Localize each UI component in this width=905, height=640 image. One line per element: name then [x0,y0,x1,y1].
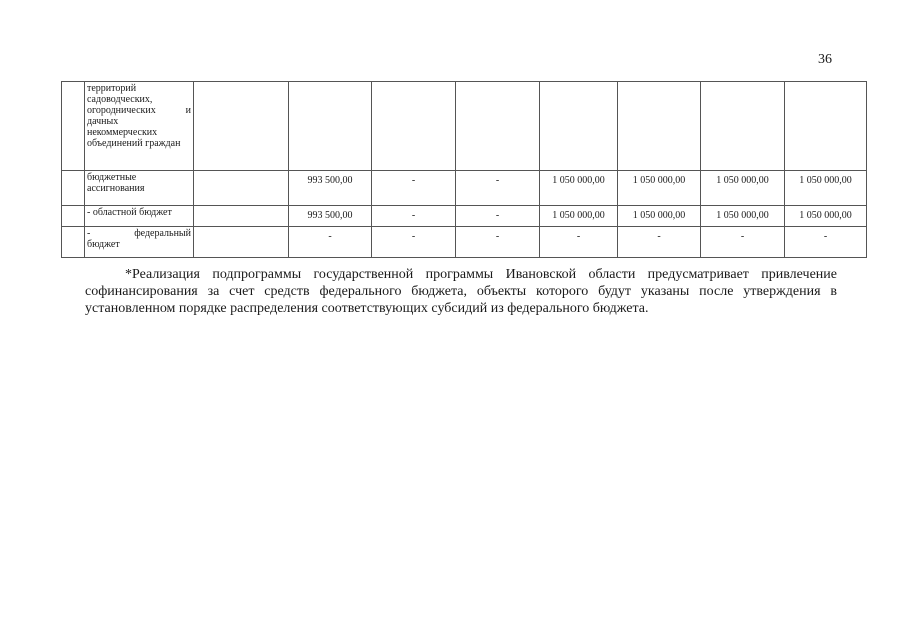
budget-table [61,81,867,258]
table-cell: - [372,171,456,206]
table-cell [456,82,540,171]
table-cell: 1 050 000,00 [618,171,701,206]
table-cell [701,82,785,171]
label-line [87,105,191,116]
footnote-text: *Реализация подпрограммы государственной программы Ивановской области предусматривает привлечение софинансирования за счет средств федерального бюджета, объекты которого будут указаны после утверждения в установленном порядке распределения соответствующих субсидий из федерального бюджета. [85,267,837,316]
table-cell: - [618,227,701,258]
label-line: территорий [87,83,137,94]
table-cell [540,82,618,171]
table-cell [194,82,289,171]
table-row [62,227,867,258]
table-cell: - [289,227,372,258]
label-line: некоммерческих [87,127,158,138]
table-cell [62,171,85,206]
table-cell: 1 050 000,00 [701,171,785,206]
table-cell: 1 050 000,00 [785,171,867,206]
table-cell: 1 050 000,00 [540,171,618,206]
row-label [85,82,194,171]
label-word: и [185,105,191,116]
table-cell [194,171,289,206]
label-line: дачных [87,116,119,127]
table-cell: 993 500,00 [289,206,372,227]
table-cell: 1 050 000,00 [540,206,618,227]
table-cell: - [372,206,456,227]
table-cell: 1 050 000,00 [701,206,785,227]
table-cell: - [701,227,785,258]
label-line [87,228,191,239]
table-cell: 993 500,00 [289,171,372,206]
label-word: федеральный [134,228,191,239]
table-cell: - [372,227,456,258]
label-word: - [87,228,91,239]
row-label: - областной бюджет [85,206,194,227]
table-cell: - [456,227,540,258]
table-cell [785,82,867,171]
table-cell [372,82,456,171]
table-cell: - [540,227,618,258]
footnote [85,266,837,317]
label-line: бюджет [87,239,120,250]
page-number: 36 [818,52,832,67]
table-cell: 1 050 000,00 [785,206,867,227]
table-cell: - [456,206,540,227]
label-line: садоводческих, [87,94,153,105]
row-label [85,227,194,258]
row-label: бюджетные ассигнования [85,171,194,206]
table-cell [194,227,289,258]
table-cell [62,206,85,227]
table-cell: - [456,171,540,206]
label-line: объединений граждан [87,138,181,149]
table-cell [618,82,701,171]
table-cell [194,206,289,227]
table-cell: - [785,227,867,258]
table-cell [62,227,85,258]
table-row [62,171,867,206]
table-row [62,206,867,227]
table-cell: 1 050 000,00 [618,206,701,227]
table-row [62,82,867,171]
table-cell [289,82,372,171]
label-word: огороднических [87,105,156,116]
table-cell [62,82,85,171]
